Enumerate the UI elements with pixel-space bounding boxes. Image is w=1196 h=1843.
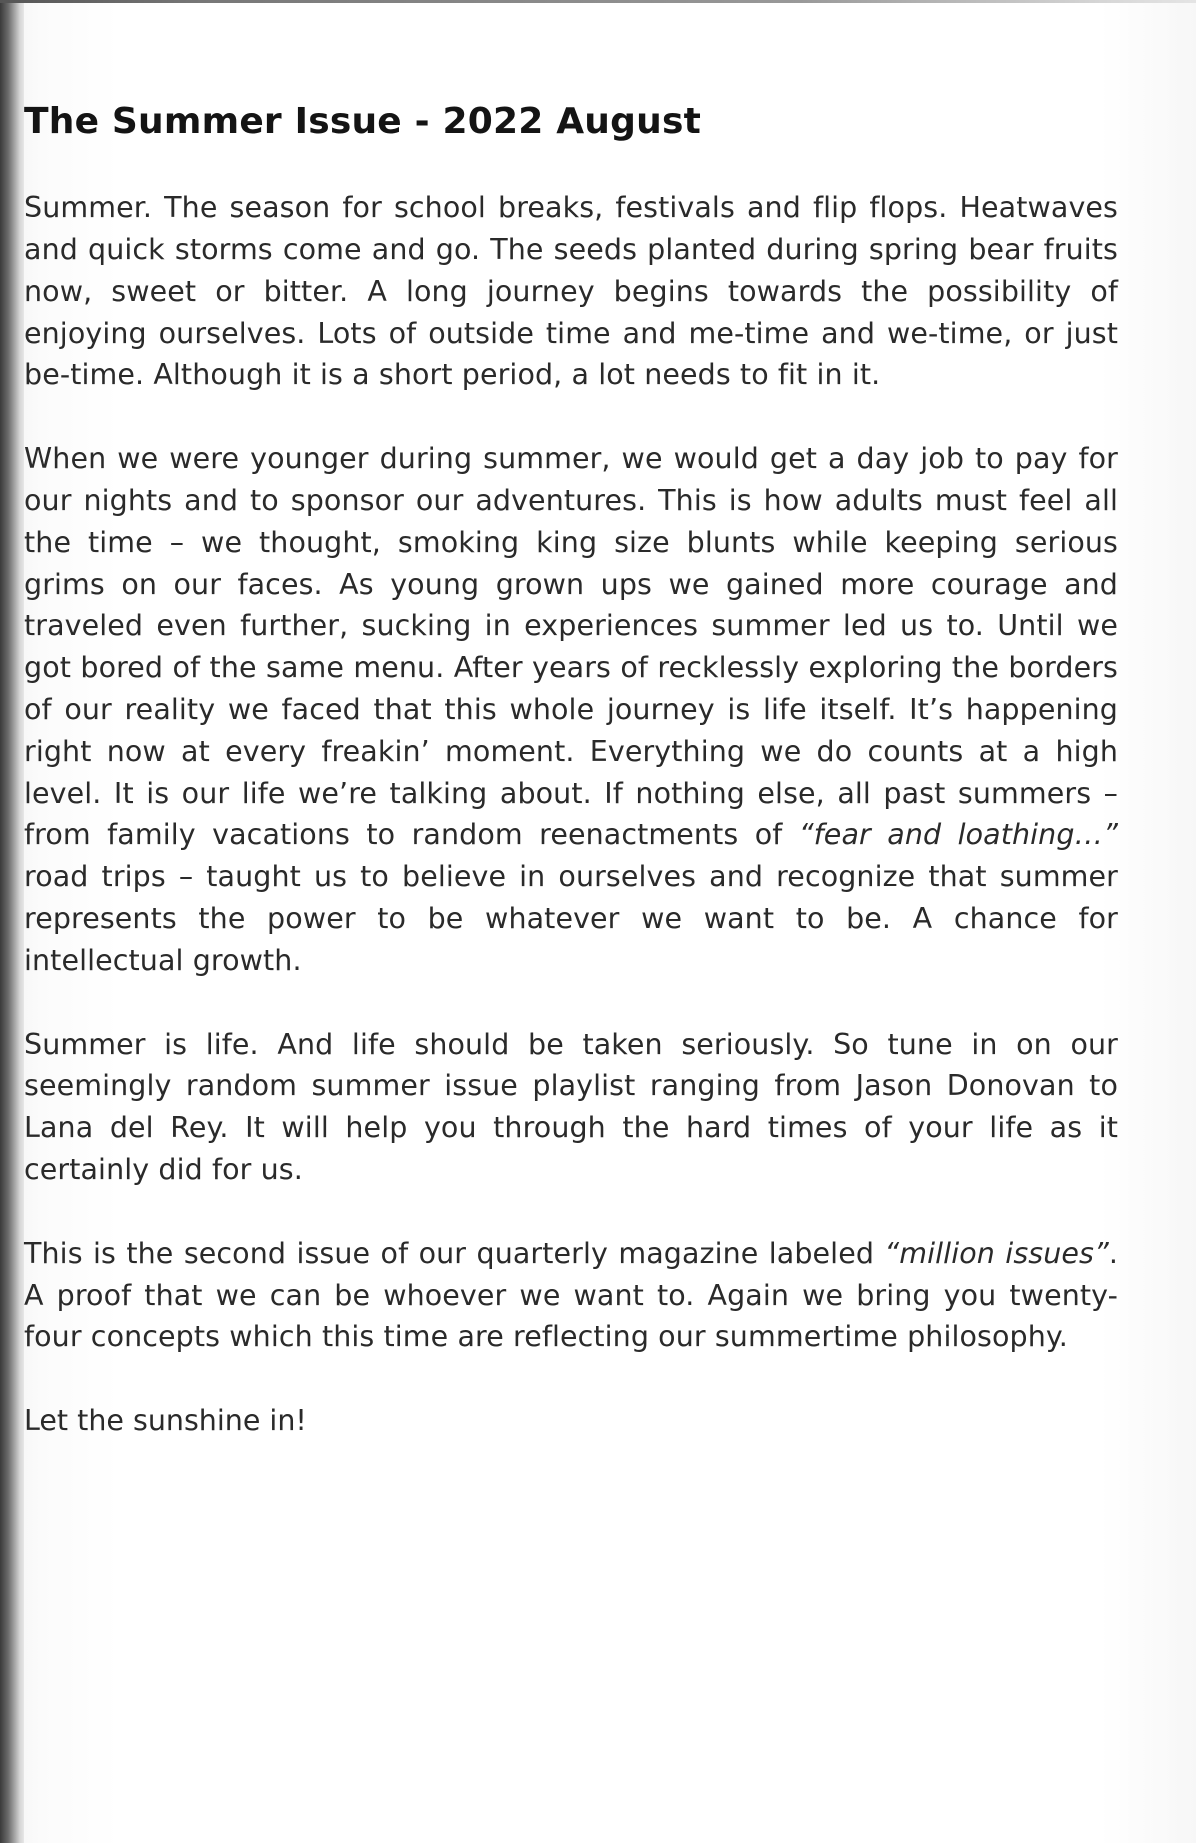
paragraph-issue — [24, 1233, 1118, 1358]
paragraph-memories-italic: “fear and loathing…” — [798, 818, 1118, 852]
page-top-edge — [0, 0, 1196, 3]
paragraph-intro: Summer. The season for school breaks, festivals and flip flops. Heatwaves and quick storms come and go. The seeds planted during spring bear fruits now, sweet or bitter. A long journey begins towards the possibility of enjoying ourselves. Lots of outside time and me-time and we-time, or just be-time. Although it is a short period, a lot needs to fit in it. — [24, 191, 1118, 392]
paragraph-issue-italic: “million issues” — [884, 1236, 1109, 1270]
signoff: Let the sunshine in! — [24, 1404, 307, 1438]
paragraph-memories — [24, 438, 1118, 981]
paragraph-memories-text-start: When we were younger during summer, we would get a day job to pay for our nights and to sponsor our adventures. This is how adults must feel all the time – we thought, smoking king size blunts while keeping serious grims on our faces. As young grown ups we gained more courage and traveled even further, sucking in experiences summer led us to. Until we got bored of the same menu. After years of recklessly exploring the borders of our reality we faced that this whole journey is life itself. It’s happening right now at every freakin’ moment. Everything we do counts at a high level. It is our life we’re talking about. If nothing else, all past summers – from family vacations to random reenactments of — [24, 442, 1118, 852]
paragraph-issue-text-end: . A proof that we can be whoever we want to. Again we bring you twenty-four concepts which this time are reflecting our summertime philosophy. — [24, 1236, 1119, 1354]
paragraph-issue-text-start: This is the second issue of our quarterly magazine labeled — [24, 1236, 885, 1270]
page-title: The Summer Issue - 2022 August — [24, 101, 701, 142]
article — [24, 100, 1118, 1442]
paragraph-playlist: Summer is life. And life should be taken seriously. So tune in on our seemingly random summer issue playlist ranging from Jason Donovan to Lana del Rey. It will help you through the hard times of your life as it certainly did for us. — [24, 1027, 1118, 1186]
book-spine-shadow — [0, 0, 24, 1843]
paragraph-memories-text-end: road trips – taught us to believe in ourselves and recognize that summer represents the power to be whatever we want to be. A chance for intellectual growth. — [24, 860, 1118, 977]
